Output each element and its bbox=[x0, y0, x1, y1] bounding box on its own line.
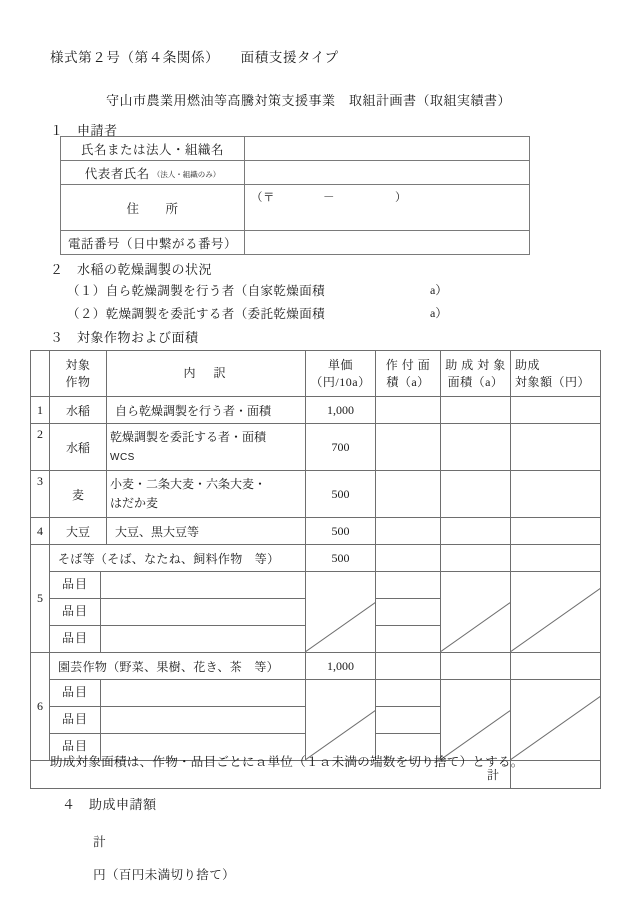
group-subsidy-amount-field[interactable] bbox=[511, 545, 601, 572]
group-item-cell[interactable] bbox=[50, 680, 306, 707]
row-description: 自ら乾燥調製を行う者・面積 bbox=[107, 397, 306, 424]
table-row bbox=[61, 161, 530, 185]
telephone-field[interactable] bbox=[245, 231, 530, 255]
row-unit-price: 500 bbox=[306, 471, 376, 518]
group-item-cell[interactable] bbox=[50, 572, 306, 599]
group-unit-price: 1,000 bbox=[306, 653, 376, 680]
group-number: 5 bbox=[31, 545, 50, 653]
group-item-cell[interactable] bbox=[50, 707, 306, 734]
section-2-item-2-unit: a） bbox=[430, 306, 448, 320]
row-subsidy-amount-field[interactable] bbox=[511, 424, 601, 471]
section-2-item-1-unit: a） bbox=[430, 283, 448, 297]
row-planted-area-field[interactable] bbox=[376, 518, 441, 545]
representative-name-label bbox=[61, 161, 245, 185]
group-item-label: 品目 bbox=[50, 572, 101, 598]
table-row bbox=[61, 231, 530, 255]
group-item-label: 品目 bbox=[50, 680, 101, 706]
table-header-row bbox=[31, 351, 601, 397]
row-crop: 大豆 bbox=[50, 518, 107, 545]
table-row bbox=[31, 545, 601, 572]
row-subsidy-area-field[interactable] bbox=[441, 397, 511, 424]
row-number: 4 bbox=[31, 518, 50, 545]
row-crop: 水稲 bbox=[50, 397, 107, 424]
row-description: 大豆、黒大豆等 bbox=[107, 518, 306, 545]
row-subsidy-amount-field[interactable] bbox=[511, 397, 601, 424]
header-subsidy-amount: 助成 対象額（円） bbox=[511, 351, 601, 397]
table-row bbox=[31, 518, 601, 545]
table-row bbox=[31, 572, 601, 599]
row-subsidy-amount-field[interactable] bbox=[511, 471, 601, 518]
header-unit-price: 単価 （円/10a） bbox=[306, 351, 376, 397]
table-row bbox=[31, 471, 601, 518]
group-item-planted-field[interactable] bbox=[376, 572, 441, 599]
row-description-line1: 小麦・二条大麦・六条大麦・ bbox=[110, 477, 267, 492]
section-4-heading: ４ 助成申請額 bbox=[62, 797, 157, 812]
row-description-line2: はだか麦 bbox=[110, 496, 159, 510]
row-subsidy-area-field[interactable] bbox=[441, 424, 511, 471]
group-item-label: 品目 bbox=[50, 734, 101, 760]
group-subsidy-area-blocked bbox=[441, 680, 511, 761]
group-item-cell[interactable] bbox=[50, 626, 306, 653]
header-target-crop: 対象 作物 bbox=[50, 351, 107, 397]
group-unit-price-blocked bbox=[306, 680, 376, 761]
group-item-planted-field[interactable] bbox=[376, 707, 441, 734]
group-item-planted-field[interactable] bbox=[376, 680, 441, 707]
row-unit-price: 1,000 bbox=[306, 397, 376, 424]
table-row bbox=[61, 137, 530, 161]
representative-name-text: 代表者氏名 bbox=[84, 166, 150, 181]
group-item-planted-field[interactable] bbox=[376, 599, 441, 626]
row-description-line2: WCS bbox=[110, 452, 135, 463]
representative-name-field[interactable] bbox=[245, 161, 530, 185]
row-number: 2 bbox=[31, 424, 50, 471]
group-subsidy-area-field[interactable] bbox=[441, 653, 511, 680]
group-subsidy-area-blocked bbox=[441, 572, 511, 653]
group-title: そば等（そば、なたね、飼料作物 等） bbox=[50, 545, 306, 572]
row-number: 1 bbox=[31, 397, 50, 424]
applicant-name-label: 氏名または法人・組織名 bbox=[61, 137, 245, 161]
group-planted-area-field[interactable] bbox=[376, 653, 441, 680]
row-planted-area-field[interactable] bbox=[376, 471, 441, 518]
row-unit-price: 500 bbox=[306, 518, 376, 545]
applicant-name-field[interactable] bbox=[245, 137, 530, 161]
group-item-label: 品目 bbox=[50, 707, 101, 733]
table-row bbox=[61, 185, 530, 231]
header-subsidy-area: 助 成 対 象 面積（a） bbox=[441, 351, 511, 397]
section-4-total-label: 計 bbox=[93, 835, 107, 849]
row-planted-area-field[interactable] bbox=[376, 424, 441, 471]
group-number: 6 bbox=[31, 653, 50, 761]
row-number: 3 bbox=[31, 471, 50, 518]
group-unit-price-blocked bbox=[306, 572, 376, 653]
section-4-amount-line bbox=[79, 817, 235, 898]
row-crop: 麦 bbox=[50, 471, 107, 518]
header-breakdown: 内 訳 bbox=[107, 351, 306, 397]
crop-area-table bbox=[30, 350, 601, 789]
section-4-unit-text: 円（百円未満切り捨て） bbox=[93, 868, 236, 882]
group-item-label: 品目 bbox=[50, 599, 101, 625]
representative-name-note: （法人・組織のみ） bbox=[152, 169, 221, 179]
section-2-item-2: （２）乾燥調製を委託する者（委託乾燥面積 bbox=[67, 307, 326, 321]
applicant-table bbox=[60, 136, 530, 255]
group-item-cell[interactable] bbox=[50, 599, 306, 626]
form-number: 様式第２号（第４条関係） 面積支援タイプ bbox=[50, 50, 339, 65]
total-label: 計 bbox=[31, 761, 511, 789]
document-title: 守山市農業用燃油等高騰対策支援事業 取組計画書（取組実績書） bbox=[106, 93, 512, 108]
telephone-label: 電話番号（日中繋がる番号） bbox=[61, 231, 245, 255]
header-row-number bbox=[31, 351, 50, 397]
subsidy-area-note: 助成対象面積は、作物・品目ごとにａ単位（１ａ未満の端数を切り捨て）とする。 bbox=[50, 755, 524, 769]
group-subsidy-area-field[interactable] bbox=[441, 545, 511, 572]
group-unit-price: 500 bbox=[306, 545, 376, 572]
row-description bbox=[107, 424, 306, 471]
row-planted-area-field[interactable] bbox=[376, 397, 441, 424]
row-subsidy-area-field[interactable] bbox=[441, 471, 511, 518]
section-2-heading: ２ 水稲の乾燥調製の状況 bbox=[50, 262, 213, 277]
table-row bbox=[31, 653, 601, 680]
group-item-planted-field[interactable] bbox=[376, 626, 441, 653]
row-subsidy-area-field[interactable] bbox=[441, 518, 511, 545]
group-subsidy-amount-blocked bbox=[511, 680, 601, 761]
group-planted-area-field[interactable] bbox=[376, 545, 441, 572]
row-description-line1: 乾燥調製を委託する者・面積 bbox=[110, 430, 267, 445]
postal-code-field[interactable]: （〒 － ） bbox=[251, 192, 407, 204]
table-row bbox=[31, 397, 601, 424]
section-3-heading: ３ 対象作物および面積 bbox=[50, 330, 199, 345]
group-subsidy-amount-blocked bbox=[511, 572, 601, 653]
table-row bbox=[31, 424, 601, 471]
address-label: 住 所 bbox=[61, 185, 245, 231]
group-subsidy-amount-field[interactable] bbox=[511, 653, 601, 680]
row-subsidy-amount-field[interactable] bbox=[511, 518, 601, 545]
total-value-field[interactable] bbox=[511, 761, 601, 789]
row-description bbox=[107, 471, 306, 518]
group-item-label: 品目 bbox=[50, 626, 101, 652]
row-crop: 水稲 bbox=[50, 424, 107, 471]
header-planted-area: 作 付 面 積（a） bbox=[376, 351, 441, 397]
row-unit-price: 700 bbox=[306, 424, 376, 471]
section-1-heading: １ 申請者 bbox=[50, 123, 118, 138]
address-field[interactable] bbox=[245, 185, 530, 231]
group-title: 園芸作物（野菜、果樹、花き、茶 等） bbox=[50, 653, 306, 680]
section-2-item-1: （１）自ら乾燥調製を行う者（自家乾燥面積 bbox=[67, 284, 326, 298]
table-row bbox=[31, 680, 601, 707]
